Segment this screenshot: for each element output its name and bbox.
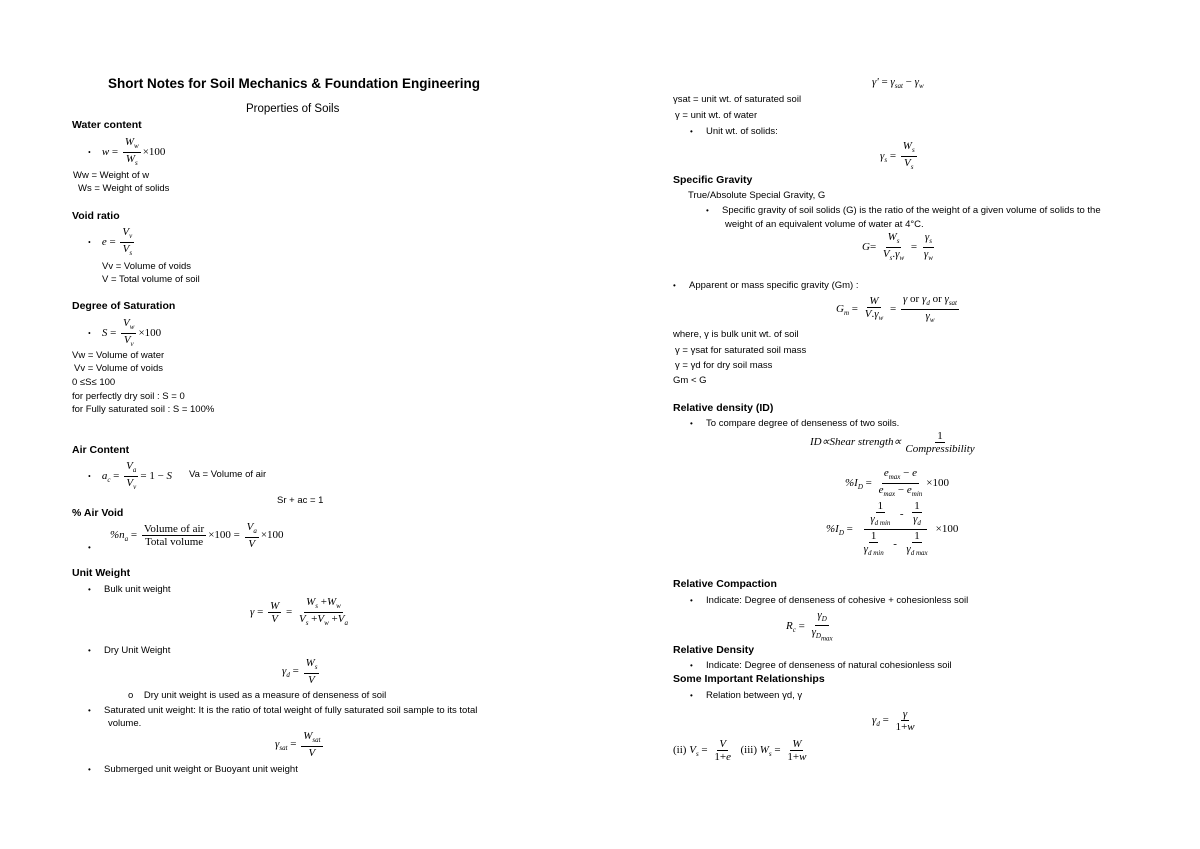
air-void-formula: $\%n_a$ = $\frac{\text{Volume of air}}{\text{Total volume}}$ ×100 = $\frac{V_a}{V}$ ×100 <box>110 521 284 551</box>
dry-unit-weight-formula: $\gamma_d$ = $\frac{W_s}{V}$ <box>282 657 318 687</box>
volume-weight-relations: (ii) $V_s$ = $\frac{V}{1+e}$ (iii) $W_s$ = $\frac{W}{1+w}$ <box>673 738 807 763</box>
specific-gravity-text-2: weight of an equivalent volume of water at 4°C. <box>725 219 924 230</box>
air-content-formula: • $a_c$ = $\frac{V_a}{V_v}$ = 1 − S <box>88 460 173 492</box>
specific-gravity-text-1: Specific gravity of soil solids (G) is the ratio of the weight of a given volume of solids to the <box>722 205 1101 216</box>
specific-gravity-item: • Specific gravity of soil solids (G) is the ratio of the weight of a given volume of solids to the <box>706 205 1101 216</box>
relationships-item: • Relation between γd, γ <box>690 690 803 701</box>
relative-density-formula-2: $\%I_D$ = $\frac{1}{\gamma_{d min}}$ - $\frac{1}{\gamma_d}$ $\frac{1}{\gamma_{d min}}$ - $\frac{1}{\gamma_{d max}}$ ×100 <box>826 500 959 558</box>
saturated-unit-weight-label: Saturated unit weight: It is the ratio of total weight of fully saturated soil sample to its total <box>104 705 478 716</box>
relative-density-item: • To compare degree of denseness of two soils. <box>690 418 900 429</box>
v-definition: V = Total volume of soil <box>102 274 200 285</box>
bulk-unit-weight-item: • Bulk unit weight <box>88 584 171 595</box>
apparent-formula: $G_m$ = $\frac{W}{V.\gamma_w}$ = $\frac{\gamma or \gamma_d or \gamma_{sat}}{\gamma_w}$ <box>836 293 957 325</box>
shear-strength-label: ID∝Shear strength∝ <box>810 436 902 449</box>
saturated-unit-weight-formula: $\gamma_{sat}$ = $\frac{W_{sat}}{V}$ <box>275 730 321 760</box>
relationships-text: Relation between γd, γ <box>706 690 803 701</box>
relative-density-2-item: • Indicate: Degree of denseness of natural cohesionless soil <box>690 660 952 671</box>
section-subtitle: Properties of Soils <box>246 103 340 115</box>
apparent-label: Apparent or mass specific gravity (Gm) : <box>689 280 859 291</box>
relationships-heading: Some Important Relationships <box>673 673 825 685</box>
relative-compaction-text: Indicate: Degree of denseness of cohesive + cohesionless soil <box>706 595 969 606</box>
relation-ii-label: (ii) <box>673 744 687 757</box>
water-content-heading: Water content <box>72 119 142 131</box>
submerged-unit-weight-item: • Submerged unit weight or Buoyant unit weight <box>88 764 298 775</box>
where-line-1: where, γ is bulk unit wt. of soil <box>673 329 799 340</box>
dry-note-item: o Dry unit weight is used as a measure of denseness of soil <box>128 690 387 701</box>
where-line-4: Gm < G <box>673 375 707 386</box>
va-definition: Va = Volume of air <box>189 469 267 480</box>
saturation-line-4: for perfectly dry soil : S = 0 <box>72 391 185 402</box>
relative-density-formula-1: $\%I_D$ = $\frac{e_{max} - e}{e_{max} - e_{min}}$ ×100 <box>845 467 949 499</box>
relative-compaction-item: • Indicate: Degree of denseness of cohesive + cohesionless soil <box>690 595 969 606</box>
vv-definition: Vv = Volume of voids <box>102 261 191 272</box>
air-void-numerator: Volume of air <box>143 523 205 536</box>
dry-note-text: Dry unit weight is used as a measure of denseness of soil <box>143 690 387 701</box>
saturated-unit-weight-item: • Saturated unit weight: It is the ratio of total weight of fully saturated soil sample to its total <box>88 705 478 716</box>
air-void-denominator: Total volume <box>144 536 204 549</box>
saturation-line-5: for Fully saturated soil : S = 100% <box>72 404 215 415</box>
unit-weight-heading: Unit Weight <box>72 567 131 579</box>
air-content-relation: Sr + ac = 1 <box>277 495 324 506</box>
gsat-definition: γsat = unit wt. of saturated soil <box>673 94 802 105</box>
saturated-unit-weight-cont: volume. <box>108 718 142 729</box>
saturation-line-2: Vv = Volume of voids <box>74 363 163 374</box>
specific-gravity-formula: G= $\frac{W_s}{V_s.\gamma_w}$ = $\frac{\gamma_s}{\gamma_w}$ <box>862 231 933 263</box>
bulk-unit-weight-formula: γ = $\frac{W}{V}$ = $\frac{W_s +W_w}{V_s +V_w +V_a}$ <box>250 596 348 628</box>
solids-label: Unit wt. of solids: <box>706 126 778 137</box>
page-title: Short Notes for Soil Mechanics & Foundation Engineering <box>108 76 481 91</box>
solids-item: • Unit wt. of solids: <box>690 126 778 137</box>
relative-compaction-heading: Relative Compaction <box>673 578 777 590</box>
void-ratio-formula: • e = $\frac{V_v}{V_s}$ <box>88 226 133 258</box>
relative-compaction-formula: $R_c$ = $\frac{\gamma_D}{\gamma_{D_{max}}}$ <box>786 609 833 643</box>
compressibility-label: Compressibility <box>905 443 975 455</box>
bulk-unit-weight-label: Bulk unit weight <box>104 584 171 595</box>
air-content-heading: Air Content <box>72 444 130 456</box>
saturation-heading: Degree of Saturation <box>72 300 176 312</box>
submerged-unit-weight-label: Submerged unit weight or Buoyant unit weight <box>104 764 298 775</box>
submerged-formula: $\gamma' = \gamma_{sat} - \gamma_w$ <box>872 76 924 91</box>
relative-density-2-text: Indicate: Degree of denseness of natural cohesionless soil <box>706 660 952 671</box>
relative-density-2-heading: Relative Density <box>673 644 755 656</box>
specific-gravity-sub: True/Absolute Special Gravity, G <box>688 190 826 201</box>
saturation-line-3: 0 ≤S≤ 100 <box>72 377 116 388</box>
relative-density-heading: Relative density (ID) <box>673 402 774 414</box>
air-void-bullet: • <box>88 543 91 552</box>
where-line-3: γ = γd for dry soil mass <box>675 360 773 371</box>
relation-iii-label: (iii) <box>740 744 757 757</box>
relative-density-proportion: ID∝Shear strength∝ $\frac{1}{\text{Compressibility}}$ <box>810 430 975 455</box>
where-line-2: γ = γsat for saturated soil mass <box>675 345 807 356</box>
saturation-line-1: Vw = Volume of water <box>72 350 165 361</box>
gw-definition: γ = unit wt. of water <box>675 110 758 121</box>
ww-definition: Ww = Weight of w <box>73 170 150 181</box>
dry-unit-weight-item: • Dry Unit Weight <box>88 645 171 656</box>
void-ratio-heading: Void ratio <box>72 210 120 222</box>
relative-density-text: To compare degree of denseness of two soils. <box>706 418 900 429</box>
dry-unit-weight-label: Dry Unit Weight <box>104 645 171 656</box>
air-void-heading: % Air Void <box>72 507 124 519</box>
ws-definition: Ws = Weight of solids <box>78 183 170 194</box>
dry-density-relation-formula: $\gamma_d$ = $\frac{\gamma}{1+w}$ <box>872 708 915 733</box>
saturation-formula: • S = $\frac{V_w}{V_v}$ ×100 <box>88 317 162 349</box>
water-content-formula: • w = $\frac{W_w}{W_s}$ ×100 <box>88 136 166 168</box>
apparent-item: • Apparent or mass specific gravity (Gm) : <box>673 280 859 291</box>
specific-gravity-heading: Specific Gravity <box>673 174 753 186</box>
solids-formula: $\gamma_s$ = $\frac{W_s}{V_s}$ <box>880 140 915 172</box>
